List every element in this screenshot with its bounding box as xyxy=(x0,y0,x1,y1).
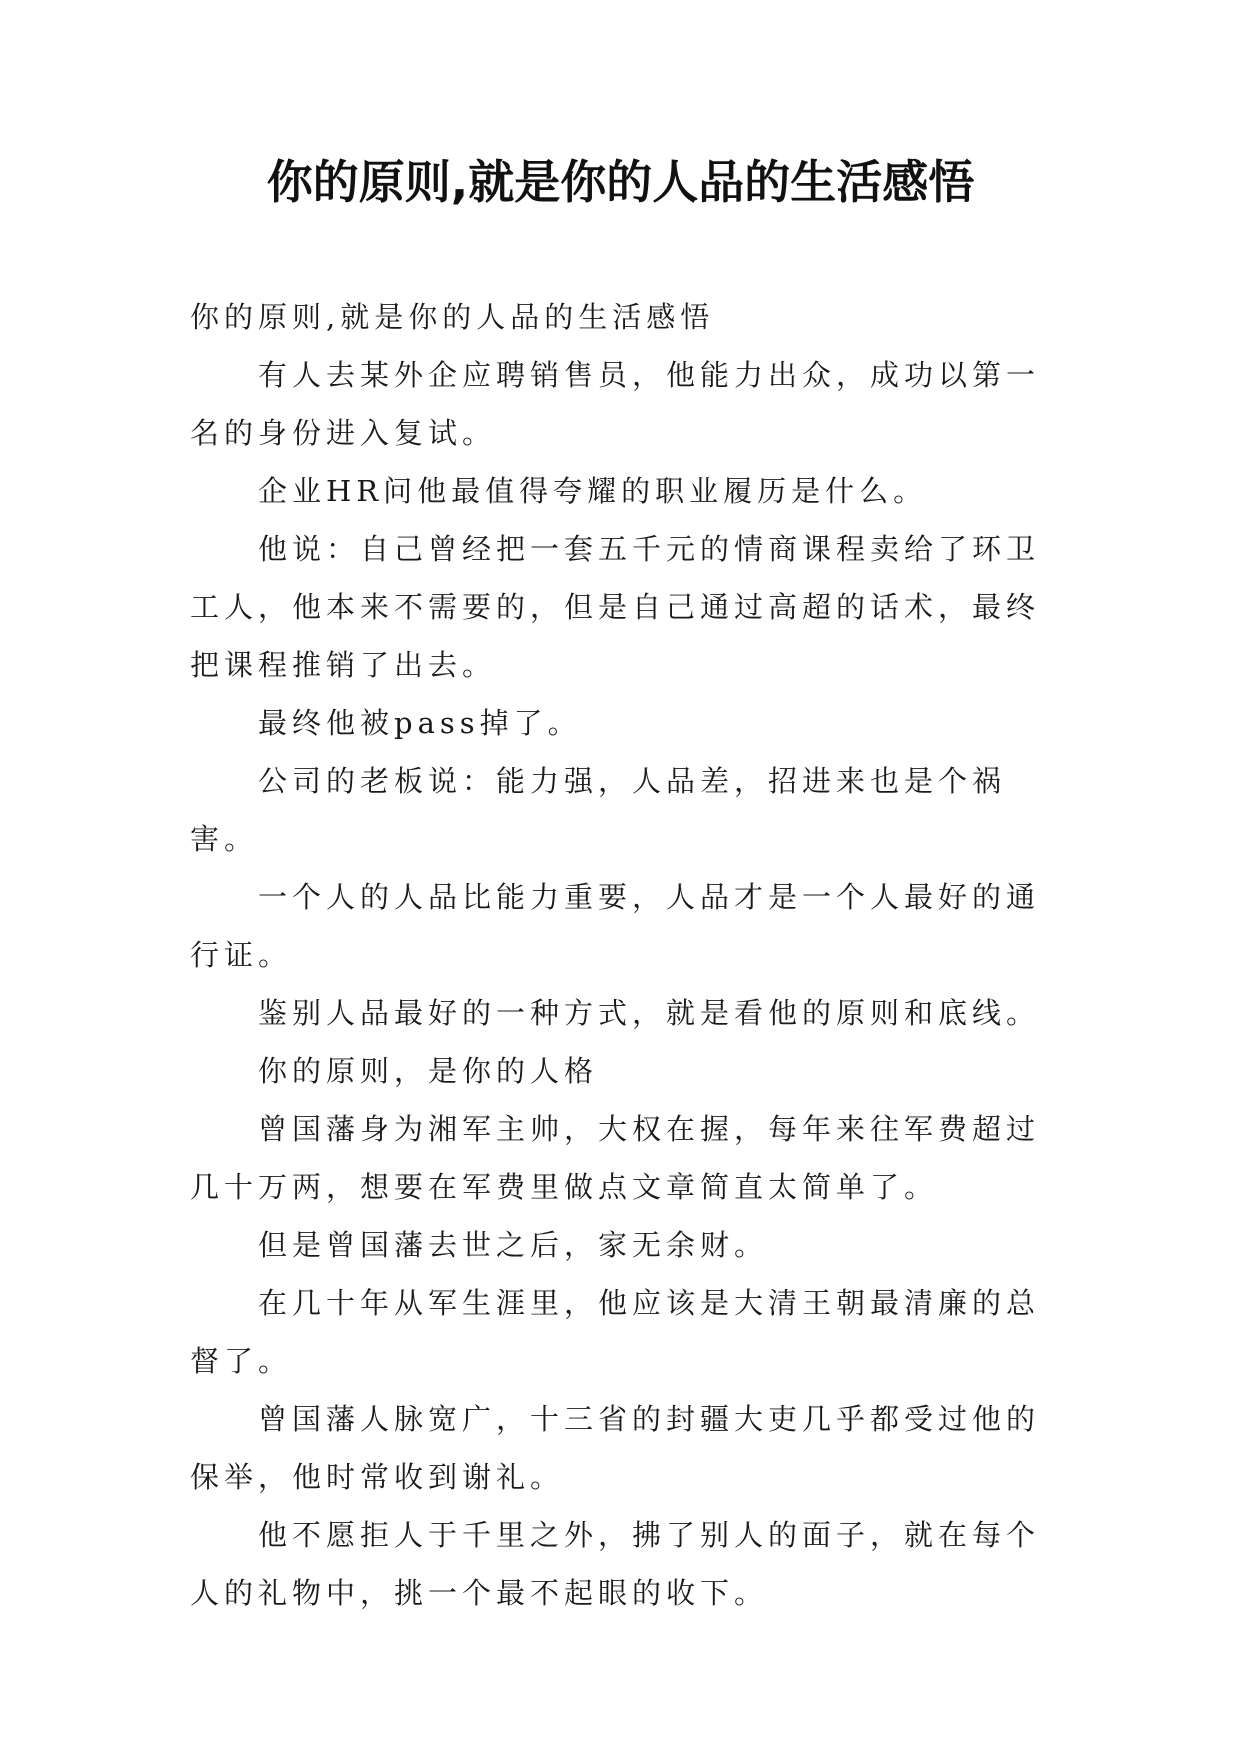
paragraph: 曾国藩身为湘军主帅，大权在握，每年来往军费超过几十万两，想要在军费里做点文章简直太简单了。 xyxy=(190,1112,1041,1204)
paragraph: 曾国藩人脉宽广，十三省的封疆大吏几乎都受过他的保举，他时常收到谢礼。 xyxy=(190,1402,1041,1494)
paragraph-subtitle: 你的原则,就是你的人品的生活感悟 xyxy=(190,300,715,334)
paragraph: 公司的老板说：能力强，人品差，招进来也是个祸害。 xyxy=(190,764,1007,856)
paragraph: 有人去某外企应聘销售员，他能力出众，成功以第一名的身份进入复试。 xyxy=(190,358,1041,450)
paragraph: 他不愿拒人于千里之外，拂了别人的面子，就在每个人的礼物中，挑一个最不起眼的收下。 xyxy=(190,1518,1041,1610)
paragraph: 但是曾国藩去世之后，家无余财。 xyxy=(258,1228,769,1262)
paragraph: 鉴别人品最好的一种方式，就是看他的原则和底线。 xyxy=(258,996,1041,1030)
paragraph: 最终他被pass掉了。 xyxy=(258,706,582,740)
document-body xyxy=(190,288,1060,1622)
paragraph: 他说：自己曾经把一套五千元的情商课程卖给了环卫工人，他本来不需要的，但是自己通过高超的话术，最终把课程推销了出去。 xyxy=(190,532,1041,682)
document-title: 你的原则,就是你的人品的生活感悟 xyxy=(266,155,975,209)
section-heading: 你的原则，是你的人格 xyxy=(258,1054,599,1088)
paragraph: 一个人的人品比能力重要，人品才是一个人最好的通行证。 xyxy=(190,880,1041,972)
paragraph: 企业HR问他最值得夸耀的职业履历是什么。 xyxy=(258,474,928,508)
paragraph: 在几十年从军生涯里，他应该是大清王朝最清廉的总督了。 xyxy=(190,1286,1041,1378)
